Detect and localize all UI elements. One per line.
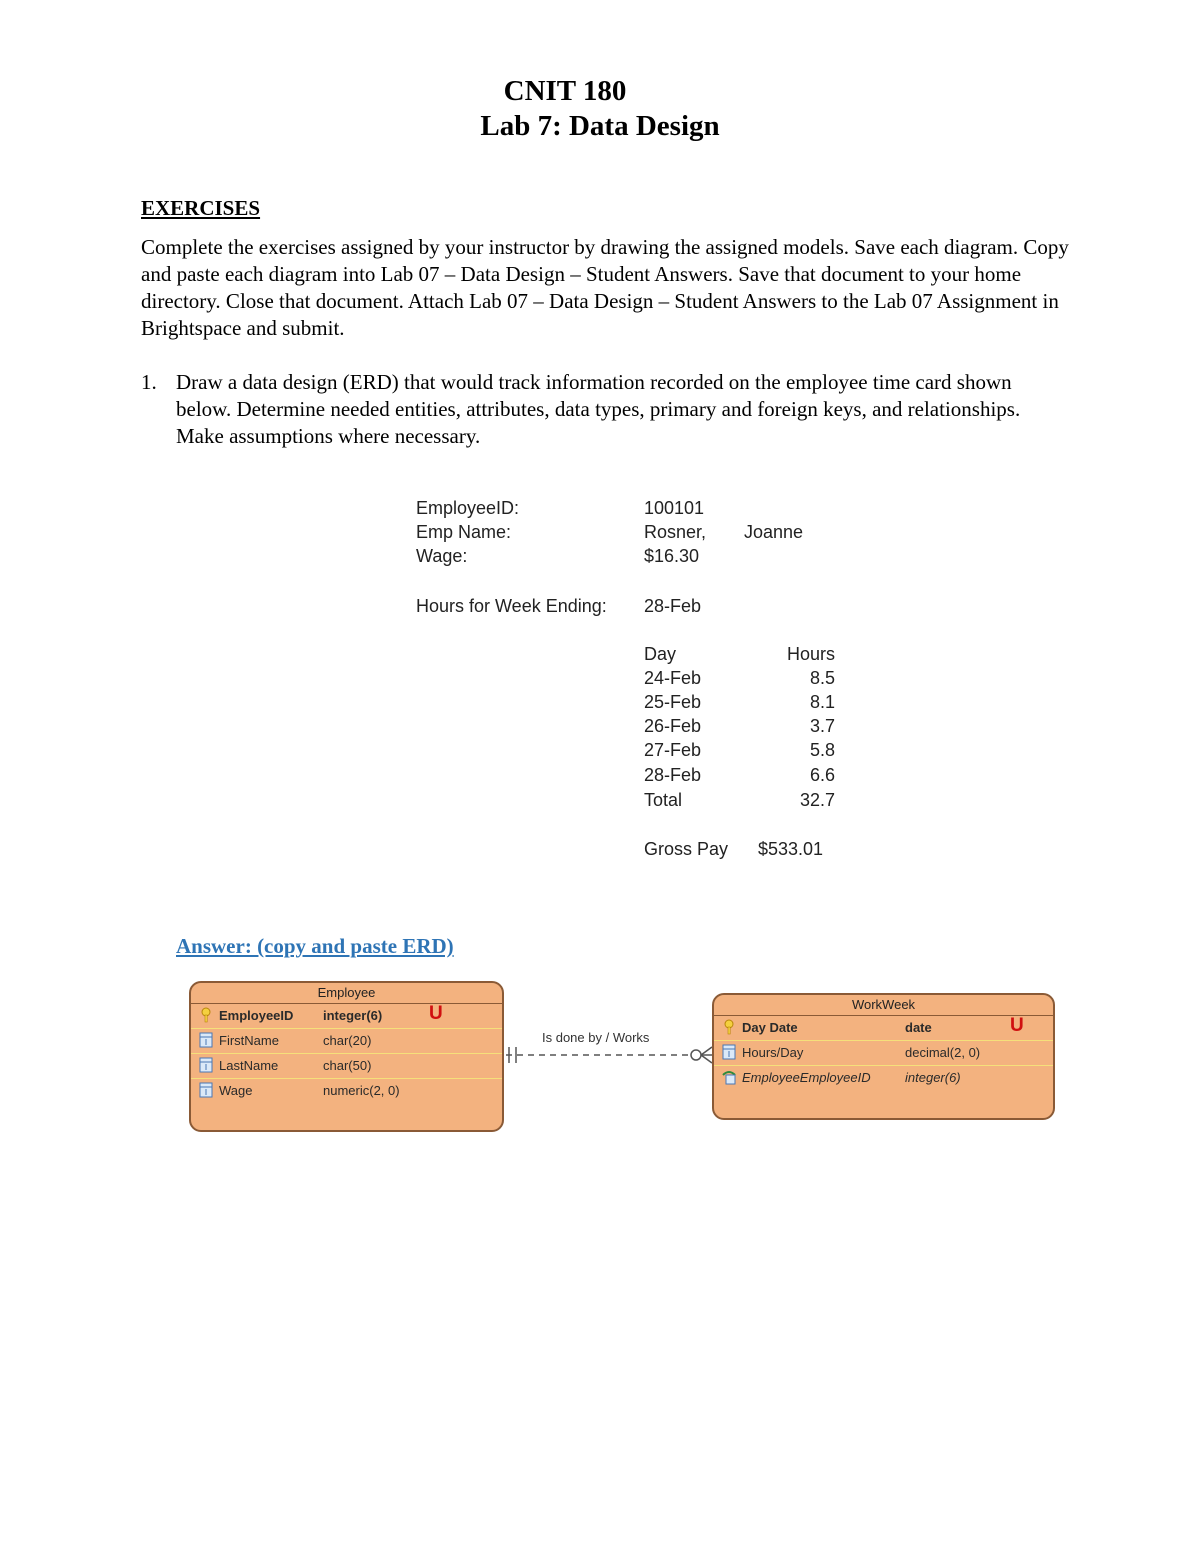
entity-attribute-row xyxy=(714,1041,1053,1066)
wage-label: Wage: xyxy=(416,546,468,566)
entity-attribute-row xyxy=(191,1004,502,1029)
day-cell: 26-Feb xyxy=(644,716,702,736)
entity-attribute-row xyxy=(191,1054,502,1079)
instructions-paragraph: Complete the exercises assigned by your instructor by drawing the assigned models. Save each diagram. Copy and paste each diagram into Lab 07 – Data Design – Student Answers. Save that document to your home directory. Close that document. Attach Lab 07 – Data Design – Student Answers to the Lab 07 Assignment in Brightspace and submit. xyxy=(141,235,1069,340)
entity-title: WorkWeek xyxy=(714,995,1053,1016)
gross-pay-label: Gross Pay xyxy=(644,839,729,859)
column-icon xyxy=(722,1044,736,1060)
entity-attribute-row xyxy=(714,1016,1053,1041)
question-number: 1. xyxy=(141,370,157,394)
attribute-type: date xyxy=(905,1020,932,1035)
workweek-entity xyxy=(712,993,1055,1120)
entity-attribute-row xyxy=(714,1066,1053,1090)
day-cell: 24-Feb xyxy=(644,668,702,688)
employee-id-value: 100101 xyxy=(644,498,705,518)
day-cell: 28-Feb xyxy=(644,765,702,785)
attribute-type: char(20) xyxy=(323,1033,372,1048)
wage-value: $16.30 xyxy=(644,546,700,566)
attribute-type: decimal(2, 0) xyxy=(905,1045,981,1060)
attribute-type: numeric(2, 0) xyxy=(323,1083,400,1098)
first-name-value: Joanne xyxy=(744,522,804,542)
attribute-name: Day Date xyxy=(742,1020,798,1035)
hours-cell: 6.6 xyxy=(809,765,835,785)
answer-label: Answer: (copy and paste ERD) xyxy=(176,934,454,958)
lab-title: Lab 7: Data Design xyxy=(480,110,720,142)
hours-header: Hours xyxy=(786,644,835,664)
day-cell: 25-Feb xyxy=(644,692,702,712)
column-icon xyxy=(199,1032,213,1048)
gross-pay-value: $533.01 xyxy=(758,839,824,859)
course-title: CNIT 180 xyxy=(503,75,627,107)
week-ending-label: Hours for Week Ending: xyxy=(416,596,607,616)
relationship-label: Is done by / Works xyxy=(542,1030,650,1045)
foreign-key-icon xyxy=(722,1069,736,1085)
column-icon xyxy=(199,1057,213,1073)
attribute-name: EmployeeID xyxy=(219,1008,294,1023)
entity-title: Employee xyxy=(191,983,502,1004)
attribute-name: Wage xyxy=(219,1083,253,1098)
exercises-heading: EXERCISES xyxy=(141,196,261,220)
key-icon xyxy=(199,1007,213,1023)
employee-id-label: EmployeeID: xyxy=(416,498,520,518)
last-name-value: Rosner, xyxy=(644,522,707,542)
attribute-name: Hours/Day xyxy=(742,1045,804,1060)
hours-cell: 8.1 xyxy=(809,692,835,712)
day-cell: 27-Feb xyxy=(644,740,702,760)
entity-attribute-row xyxy=(191,1029,502,1054)
hours-cell: 5.8 xyxy=(809,740,835,760)
week-ending-value: 28-Feb xyxy=(644,596,702,616)
hours-cell: 8.5 xyxy=(809,668,835,688)
name-label: Emp Name: xyxy=(416,522,512,542)
day-header: Day xyxy=(644,644,677,664)
attribute-type: char(50) xyxy=(323,1058,372,1073)
employee-entity xyxy=(189,981,504,1132)
attribute-name: LastName xyxy=(219,1058,279,1073)
total-value: 32.7 xyxy=(799,790,835,810)
total-label: Total xyxy=(644,790,683,810)
unique-marker: U xyxy=(1010,1015,1024,1036)
entity-attribute-row xyxy=(191,1079,502,1103)
attribute-name: FirstName xyxy=(219,1033,279,1048)
question-text: Draw a data design (ERD) that would track information recorded on the employee time card shown below. Determine needed entities, attributes, data types, primary and foreign keys, and relationships. Make assumptions where necessary. xyxy=(176,370,1021,448)
key-icon xyxy=(722,1019,736,1035)
hours-cell: 3.7 xyxy=(809,716,835,736)
attribute-type: integer(6) xyxy=(323,1008,383,1023)
attribute-name: EmployeeEmployeeID xyxy=(742,1070,871,1085)
attribute-type: integer(6) xyxy=(905,1070,961,1085)
unique-marker: U xyxy=(429,1003,443,1024)
column-icon xyxy=(199,1082,213,1098)
